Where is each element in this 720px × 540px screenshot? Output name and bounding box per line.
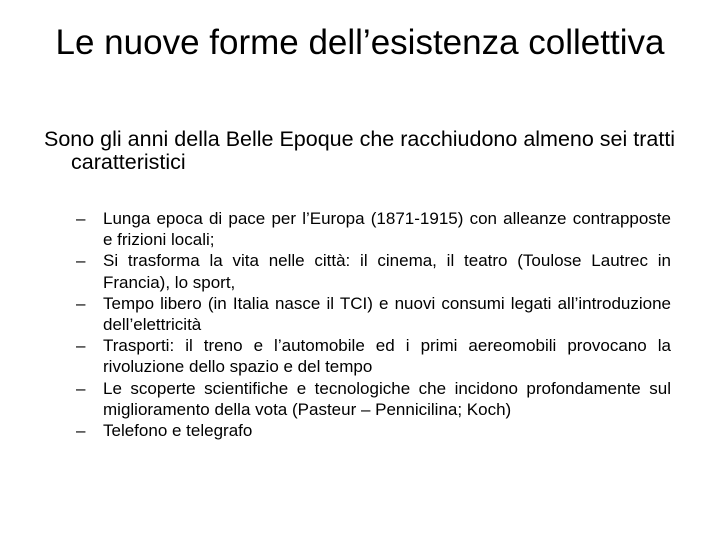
list-item (76, 250, 671, 292)
list-item (76, 208, 671, 250)
list-item-text: Tempo libero (in Italia nasce il TCI) e nuovi consumi legati all’introduzione dell’elettricità (103, 293, 671, 335)
dash-bullet-icon: – (76, 251, 86, 271)
list-item-text: Si trasforma la vita nelle città: il cinema, il teatro (Toulose Lautrec in Francia), lo sport, (103, 251, 671, 292)
slide-title: Le nuove forme dell’esistenza collettiva (55, 23, 665, 62)
intro-paragraph: Sono gli anni della Belle Epoque che racchiudono almeno sei tratti caratteristici (44, 127, 676, 174)
list-item-text: Telefono e telegrafo (103, 421, 253, 441)
dash-bullet-icon: – (76, 421, 86, 441)
list-item (76, 293, 671, 335)
list-item-text: Trasporti: il treno e l’automobile ed i primi aereomobili provocano la rivoluzione dello spazio e del tempo (103, 336, 671, 377)
list-item (76, 420, 671, 441)
list-item (76, 378, 671, 420)
dash-bullet-icon: – (76, 209, 86, 228)
dash-bullet-icon: – (76, 293, 86, 313)
bullet-list (76, 208, 671, 441)
list-item (76, 335, 671, 377)
list-item-text: Le scoperte scientifiche e tecnologiche che incidono profondamente sul miglioramento della vota (Pasteur – Pennicilina; Koch) (103, 378, 671, 419)
list-item-text: Lunga epoca di pace per l’Europa (1871-1915) con alleanze contrapposte e frizioni locali; (103, 209, 671, 250)
dash-bullet-icon: – (76, 336, 86, 356)
dash-bullet-icon: – (76, 378, 86, 398)
